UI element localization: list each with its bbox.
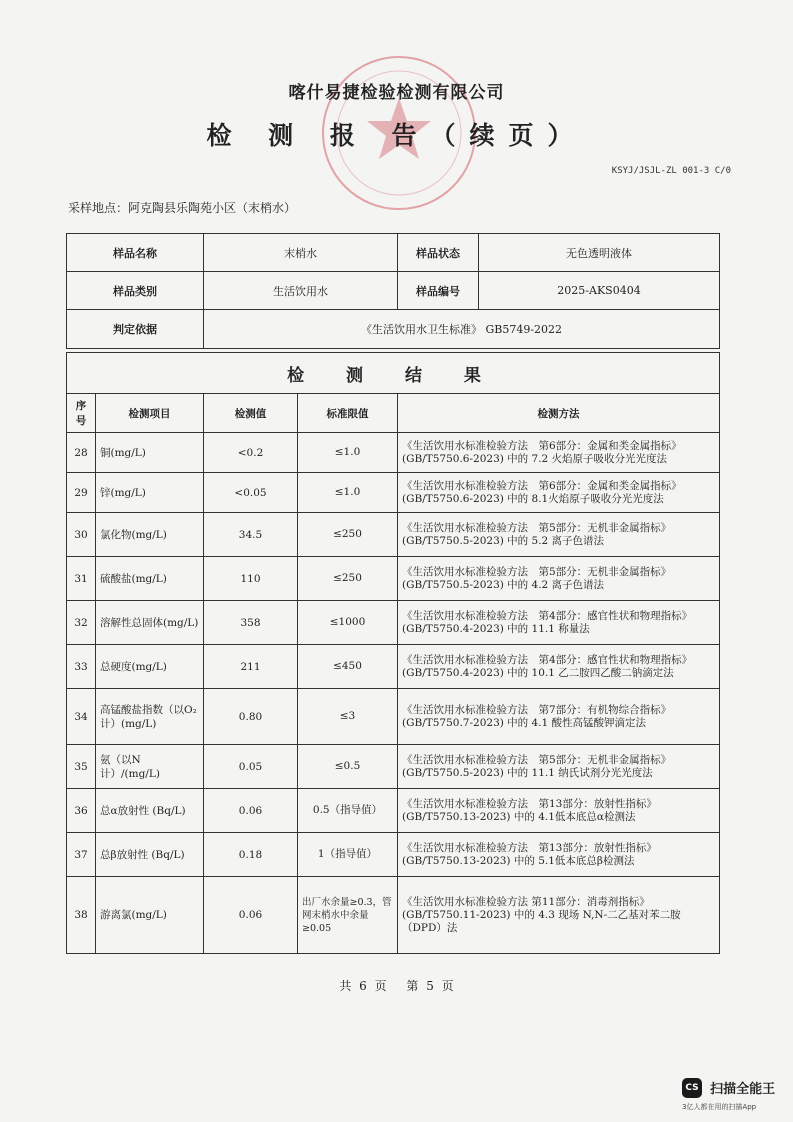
test-method: 《生活饮用水标准检验方法 第11部分：消毒剂指标》(GB/T5750.11-2023) 中的 4.3 现场 N,N-二乙基对苯二胺（DPD）法 (398, 877, 720, 954)
test-item: 总β放射性 (Bq/L) (96, 833, 204, 877)
col-header-method: 检测方法 (398, 394, 720, 433)
col-header-limit: 标准限值 (298, 394, 398, 433)
sample-name-value: 末梢水 (204, 234, 398, 272)
row-number: 30 (67, 513, 96, 557)
test-method: 《生活饮用水标准检验方法 第5部分：无机非金属指标》(GB/T5750.5-2023) 中的 11.1 纳氏试剂分光光度法 (398, 745, 720, 789)
test-value: 0.06 (204, 789, 298, 833)
row-number: 31 (67, 557, 96, 601)
test-method: 《生活饮用水标准检验方法 第5部分：无机非金属指标》(GB/T5750.5-2023) 中的 5.2 离子色谱法 (398, 513, 720, 557)
document-code: KSYJ/JSJL-ZL 001-3 C/0 (611, 166, 731, 176)
standard-limit: 出厂水余量≥0.3，管网末梢水中余量≥0.05 (298, 877, 398, 954)
test-method: 《生活饮用水标准检验方法 第4部分：感官性状和物理指标》(GB/T5750.4-2023) 中的 11.1 称量法 (398, 601, 720, 645)
sample-category-value: 生活饮用水 (204, 272, 398, 310)
row-number: 33 (67, 645, 96, 689)
test-value: <0.05 (204, 473, 298, 513)
standard-limit: 0.5（指导值） (298, 789, 398, 833)
standard-limit: ≤3 (298, 689, 398, 745)
standard-limit: ≤0.5 (298, 745, 398, 789)
col-header-no: 序号 (67, 394, 96, 433)
results-header-row (67, 394, 720, 433)
test-value: <0.2 (204, 433, 298, 473)
page-indicator: 共 6 页 第 5 页 (339, 979, 454, 993)
info-row-category (67, 272, 720, 310)
scanner-watermark (682, 1077, 792, 1111)
test-item: 总硬度(mg/L) (96, 645, 204, 689)
test-item: 锌(mg/L) (96, 473, 204, 513)
row-number: 28 (67, 433, 96, 473)
test-method: 《生活饮用水标准检验方法 第6部分：金属和类金属指标》(GB/T5750.6-2023) 中的 7.2 火焰原子吸收分光光度法 (398, 433, 720, 473)
row-number: 37 (67, 833, 96, 877)
table-row (67, 877, 720, 954)
standard-limit: 1（指导值） (298, 833, 398, 877)
standard-limit: ≤250 (298, 513, 398, 557)
basis-value: 《生活饮用水卫生标准》 GB5749-2022 (204, 310, 720, 349)
standard-limit: ≤450 (298, 645, 398, 689)
camscanner-logo-icon: CS (682, 1078, 702, 1098)
table-row (67, 689, 720, 745)
test-method: 《生活饮用水标准检验方法 第6部分：金属和类金属指标》(GB/T5750.6-2023) 中的 8.1火焰原子吸收分光光度法 (398, 473, 720, 513)
test-value: 110 (204, 557, 298, 601)
test-value: 0.80 (204, 689, 298, 745)
standard-limit: ≤1.0 (298, 473, 398, 513)
test-method: 《生活饮用水标准检验方法 第13部分：放射性指标》(GB/T5750.13-2023) 中的 5.1低本底总β检测法 (398, 833, 720, 877)
results-table (66, 352, 720, 954)
results-title: 检 测 结 果 (67, 353, 720, 394)
basis-label: 判定依据 (67, 310, 204, 349)
sample-name-label: 样品名称 (67, 234, 204, 272)
table-row (67, 601, 720, 645)
row-number: 38 (67, 877, 96, 954)
test-value: 358 (204, 601, 298, 645)
sample-number-value: 2025-AKS0404 (479, 272, 720, 310)
table-row (67, 557, 720, 601)
test-value: 0.18 (204, 833, 298, 877)
table-row (67, 513, 720, 557)
row-number: 36 (67, 789, 96, 833)
test-item: 氯化物(mg/L) (96, 513, 204, 557)
standard-limit: ≤250 (298, 557, 398, 601)
test-value: 34.5 (204, 513, 298, 557)
test-item: 高锰酸盐指数（以O₂计）(mg/L) (96, 689, 204, 745)
test-item: 总α放射性 (Bq/L) (96, 789, 204, 833)
table-row (67, 645, 720, 689)
info-row-name (67, 234, 720, 272)
test-item: 铜(mg/L) (96, 433, 204, 473)
test-method: 《生活饮用水标准检验方法 第13部分：放射性指标》(GB/T5750.13-2023) 中的 4.1低本底总α检测法 (398, 789, 720, 833)
sample-number-label: 样品编号 (398, 272, 479, 310)
sample-state-label: 样品状态 (398, 234, 479, 272)
test-item: 游离氯(mg/L) (96, 877, 204, 954)
company-name: 喀什易捷检验检测有限公司 (288, 83, 505, 103)
test-method: 《生活饮用水标准检验方法 第7部分：有机物综合指标》(GB/T5750.7-2023) 中的 4.1 酸性高锰酸钾滴定法 (398, 689, 720, 745)
test-method: 《生活饮用水标准检验方法 第4部分：感官性状和物理指标》(GB/T5750.4-2023) 中的 10.1 乙二胺四乙酸二钠滴定法 (398, 645, 720, 689)
report-table (66, 233, 720, 349)
test-value: 0.06 (204, 877, 298, 954)
test-value: 0.05 (204, 745, 298, 789)
test-item: 氨（以N计）/(mg/L) (96, 745, 204, 789)
table-row (67, 433, 720, 473)
table-row (67, 789, 720, 833)
test-item: 溶解性总固体(mg/L) (96, 601, 204, 645)
test-value: 211 (204, 645, 298, 689)
table-row (67, 745, 720, 789)
table-row (67, 473, 720, 513)
row-number: 34 (67, 689, 96, 745)
info-row-basis (67, 310, 720, 349)
scanner-slogan: 3亿人都在用的扫描App (682, 1103, 757, 1111)
col-header-item: 检测项目 (96, 394, 204, 433)
test-item: 硫酸盐(mg/L) (96, 557, 204, 601)
row-number: 29 (67, 473, 96, 513)
sample-state-value: 无色透明液体 (479, 234, 720, 272)
row-number: 35 (67, 745, 96, 789)
sampling-site: 采样地点：阿克陶县乐陶苑小区（末梢水） (68, 201, 297, 215)
table-row (67, 833, 720, 877)
scanner-app-name: 扫描全能王 (710, 1082, 776, 1097)
col-header-value: 检测值 (204, 394, 298, 433)
test-method: 《生活饮用水标准检验方法 第5部分：无机非金属指标》(GB/T5750.5-2023) 中的 4.2 离子色谱法 (398, 557, 720, 601)
standard-limit: ≤1.0 (298, 433, 398, 473)
row-number: 32 (67, 601, 96, 645)
standard-limit: ≤1000 (298, 601, 398, 645)
report-title: 检 测 报 告（续页） (206, 121, 587, 150)
sample-category-label: 样品类别 (67, 272, 204, 310)
results-title-row (67, 353, 720, 394)
